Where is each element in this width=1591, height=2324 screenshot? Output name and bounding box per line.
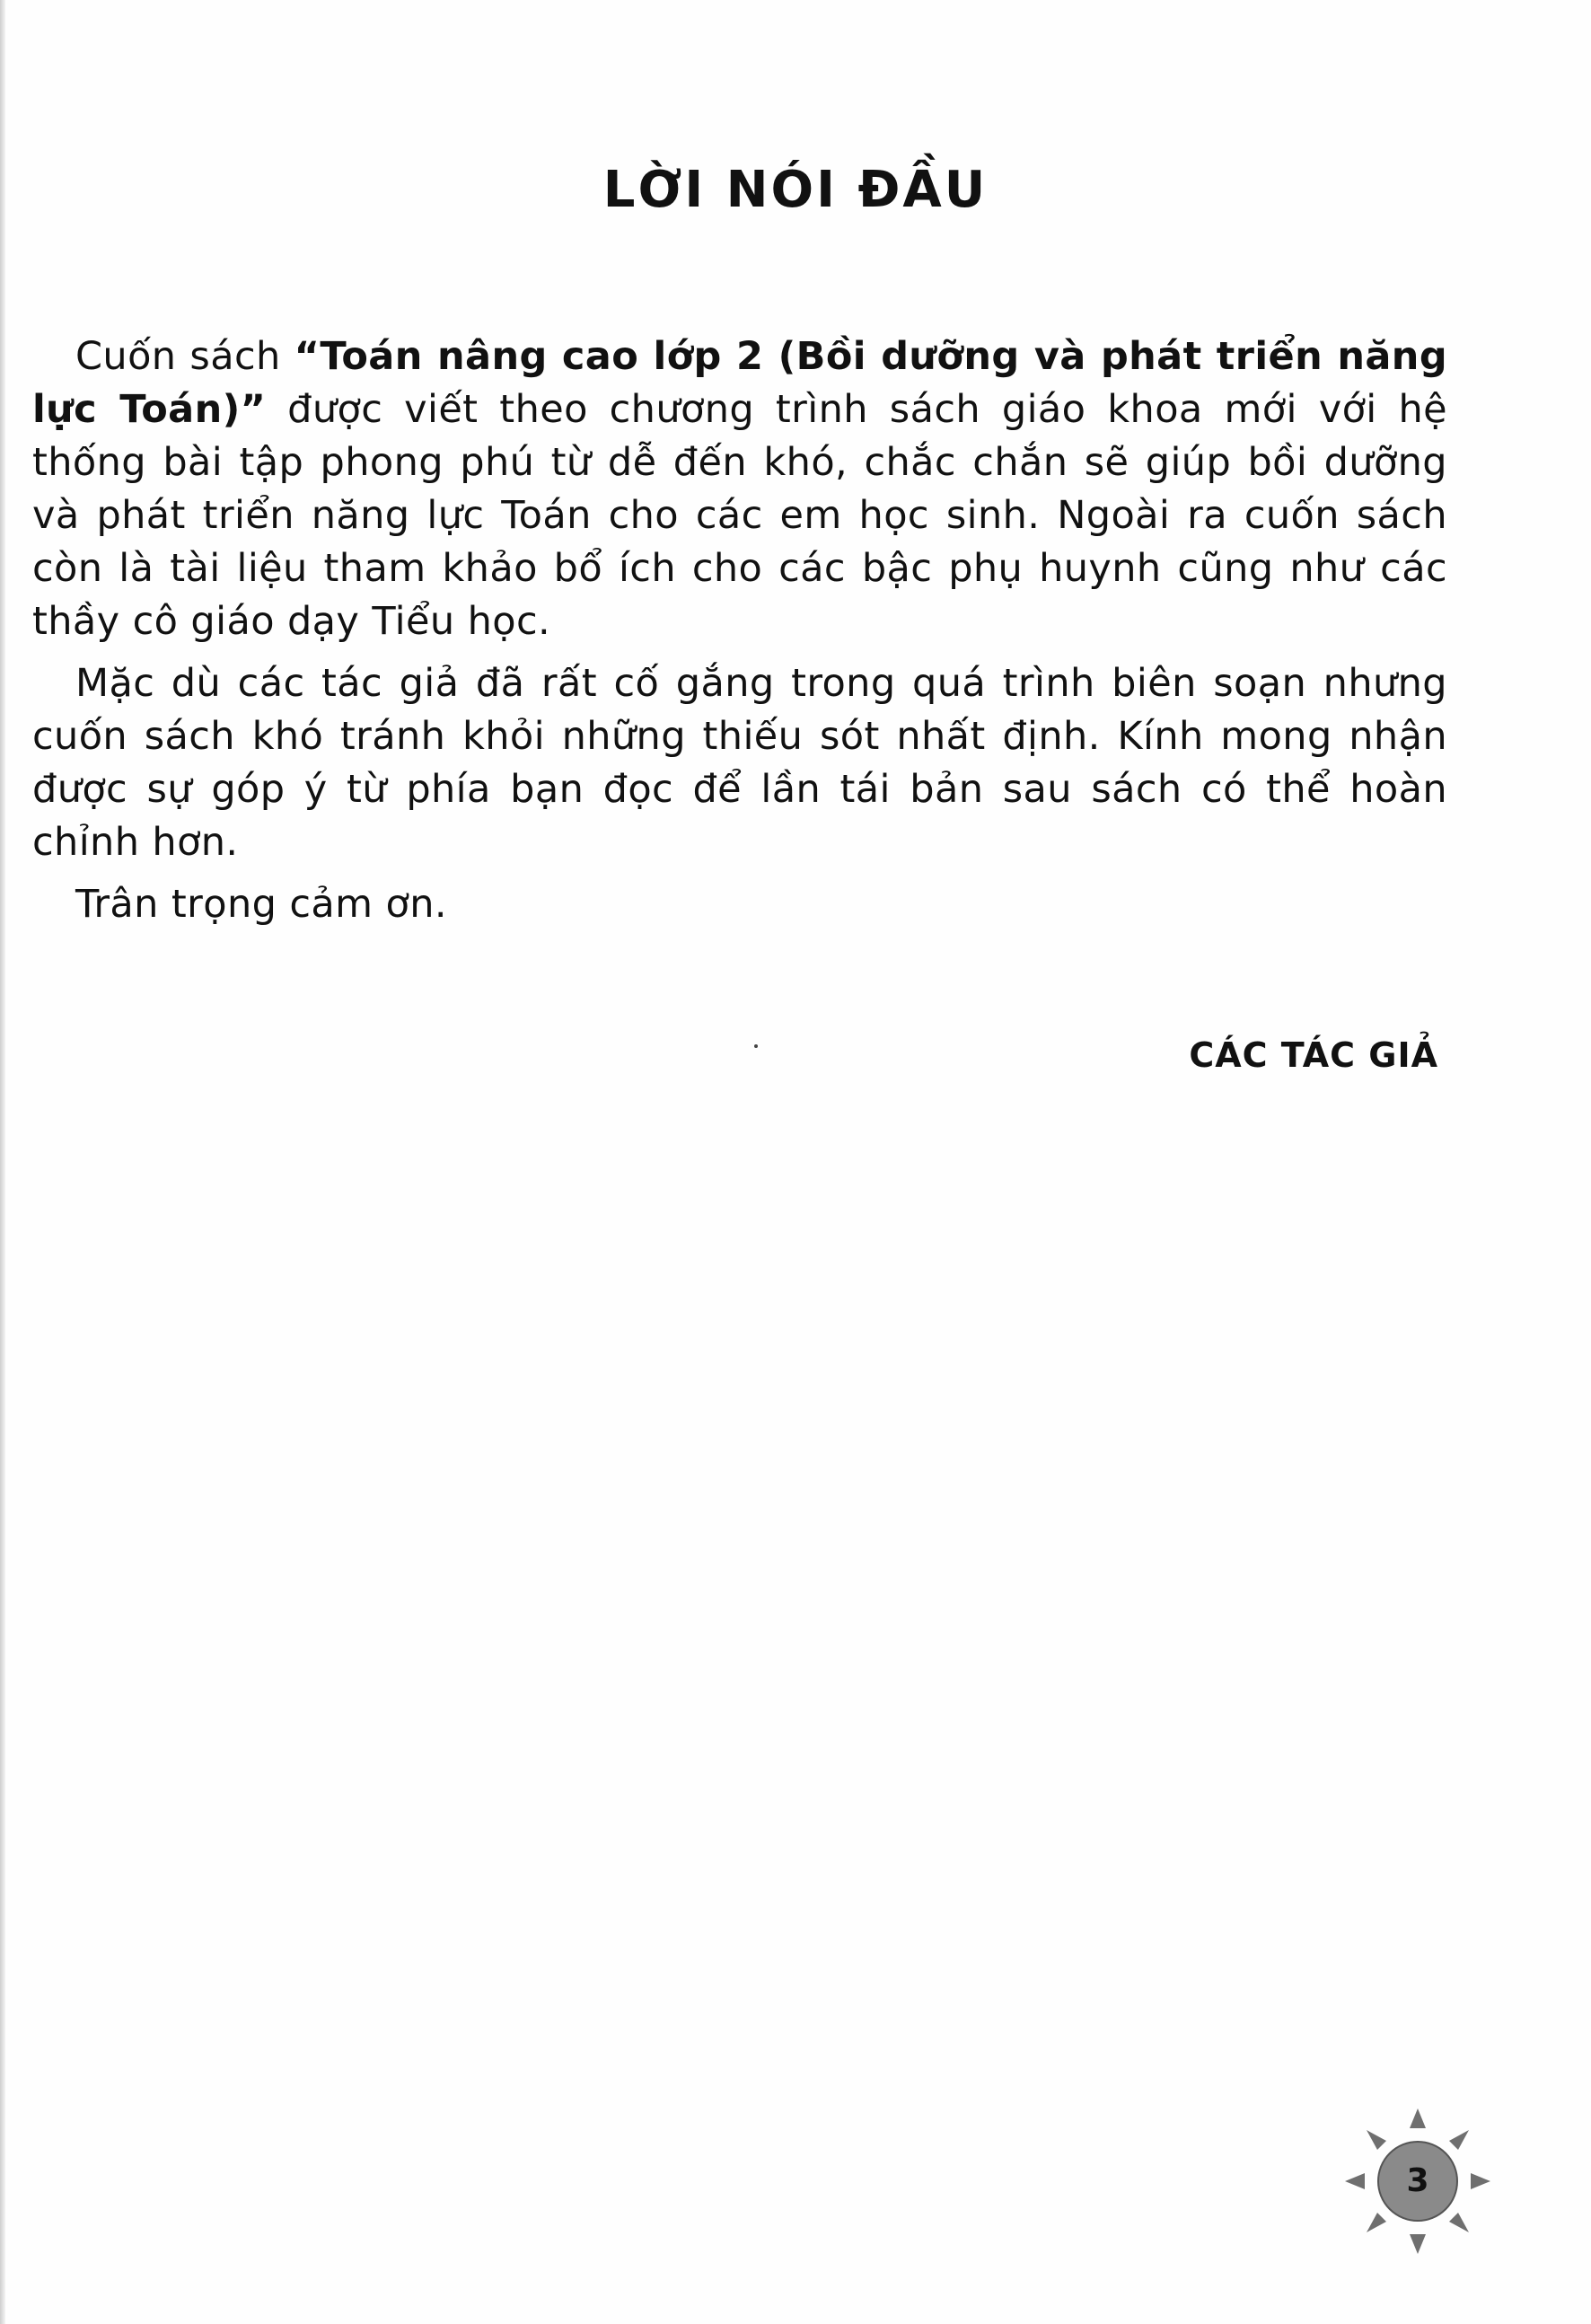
page-edge-shadow — [0, 0, 5, 2324]
intro-suffix: được viết theo chương trình sách giáo khoa mới với hệ thống bài tập phong phú từ dễ đến khó, chắc chắn sẽ giúp bồi dưỡng và phát triển năng lực Toán cho các em học sinh. Ngoài ra cuốn sách còn là tài liệu tham khảo bổ ích cho các bậc phụ huynh cũng như các thầy cô giáo dạy Tiểu học. — [32, 387, 1447, 644]
intro-prefix: Cuốn sách — [75, 334, 294, 379]
book-title: “Toán nâng cao lớp 2 (Bồi dưỡng và phát triển năng lực Toán)” — [32, 334, 1447, 432]
page-number-badge — [1341, 2105, 1494, 2258]
page-number: 3 — [1406, 2162, 1429, 2199]
paragraph-apology: Mặc dù các tác giả đã rất cố gắng trong quá trình biên soạn nhưng cuốn sách khó tránh khỏi những thiếu sót nhất định. Kính mong nhận được sự góp ý từ phía bạn đọc để lần tái bản sau sách có thể hoàn chỉnh hơn. — [32, 661, 1447, 865]
paragraph-thanks: Trân trọng cảm ơn. — [75, 882, 447, 927]
preface-body — [32, 330, 1447, 931]
page-title: LỜI NÓI ĐẦU — [602, 161, 989, 219]
paragraph-intro — [32, 330, 1447, 648]
scan-speck — [754, 1044, 758, 1048]
author-signature: CÁC TÁC GIẢ — [1189, 1035, 1438, 1075]
